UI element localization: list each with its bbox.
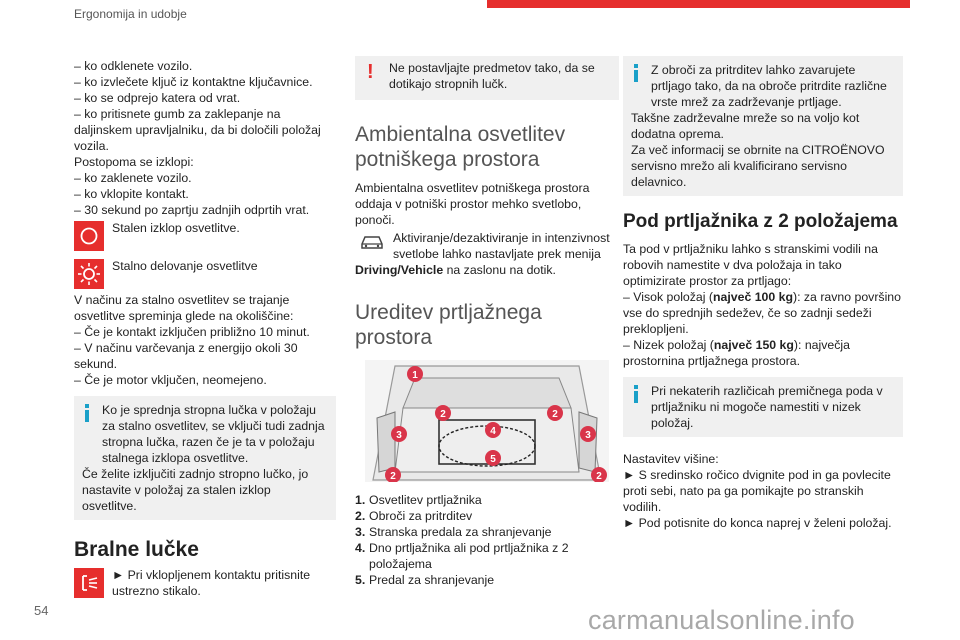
paragraph: Ambientalna osvetlitev potniškega prostora oddaja v potniški prostor mehko svetlobo, ponoči. [355, 181, 590, 227]
bold-span: največ 150 kg [713, 338, 794, 352]
callout-2: 2 [552, 409, 558, 420]
icon-label-text: Aktiviranje/dezaktiviranje in intenzivnost svetlobe lahko nastavljate prek menija [393, 231, 610, 261]
info-text: Ko je sprednja stropna lučka v položaju za stalno osvetlitev, se vključi tudi zadnja stropna lučka, razen če je ta v položaju stalnega izklopa osvetlitve. [102, 403, 325, 465]
callout-2: 2 [440, 409, 446, 420]
icon-label: Stalen izklop osvetlitve. [112, 221, 240, 235]
text-line: – ko vklopite kontakt. [74, 187, 189, 201]
legend-item [355, 540, 619, 572]
text-line: – Če je motor vključen, neomejeno. [74, 373, 267, 387]
info-text: Za več informacij se obrnite na CITROËNOVO servisno mrežo ali kvalificirano servisno delavnico. [631, 143, 885, 189]
callout-2: 2 [596, 471, 602, 482]
callout-3: 3 [585, 430, 591, 441]
text-line: – Če je kontakt izključen približno 10 minut. [74, 325, 310, 339]
warning-box [355, 56, 619, 100]
info-text: Pri nekaterih različicah premičnega poda v prtljažniku ni mogoče namestiti v nizek položaj. [651, 384, 883, 430]
column-2 [355, 56, 619, 588]
icon-row-off [74, 220, 336, 252]
legend-num: 5. [355, 573, 366, 587]
icon-row-on [74, 258, 336, 290]
page-number: 54 [34, 603, 49, 618]
section-heading: Ambientalna osvetlitev potniškega prostora [355, 123, 566, 171]
car-icon [359, 232, 385, 252]
info-icon [82, 404, 92, 422]
legend-num: 3. [355, 525, 366, 539]
menu-name: Driving/Vehicle [355, 263, 444, 277]
icon-label [355, 230, 619, 262]
reading-text: ► Pri vklopljenem kontaktu pritisnite ustrezno stikalo. [112, 568, 311, 598]
text-line: – V načinu varčevanja z energijo okoli 30 sekund. [74, 341, 298, 371]
callout-5: 5 [490, 454, 496, 465]
info-text: Z obroči za pritrditev lahko zavarujete prtljago tako, da na obroče pritrdite različne vrste mrež za zadrževanje prtljage. [651, 63, 887, 109]
section-heading: Ureditev prtljažnega prostora [355, 301, 542, 349]
column-1 [74, 58, 336, 599]
legend-text: Stranska predala za shranjevanje [369, 525, 552, 539]
info-icon [631, 385, 641, 403]
info-icon [631, 64, 641, 82]
callout-4: 4 [490, 426, 496, 437]
legend-num: 2. [355, 509, 366, 523]
warning-icon: ! [367, 61, 374, 83]
icon-label: Stalno delovanje osvetlitve [112, 259, 258, 273]
text-line: – ko zaklenete vozilo. [74, 171, 192, 185]
callout-1: 1 [412, 370, 418, 381]
reading-light-icon [74, 568, 104, 598]
icon-row-reading [74, 567, 336, 599]
text-line: V načinu za stalno osvetlitev se trajanje osvetlitve spreminja glede na okoliščine: [74, 293, 294, 323]
icon-row-car [355, 230, 619, 278]
legend-text: Osvetlitev prtljažnika [369, 493, 482, 507]
text-span: – Visok položaj ( [623, 290, 713, 304]
legend-item [355, 524, 619, 540]
section-heading: Bralne lučke [74, 538, 199, 561]
text-line: Postopoma se izklopi: [74, 155, 194, 169]
legend-text: Predal za shranjevanje [369, 573, 495, 587]
text-line: – 30 sekund po zaprtju zadnjih odprtih vrat. [74, 203, 310, 217]
legend-num: 1. [355, 493, 366, 507]
paragraph: Ta pod v prtljažniku lahko s stranskimi vodili na robovih namestite v dva položaja in tako optimizirate prostor za prtljago: [623, 242, 878, 288]
bold-span: največ 100 kg [713, 290, 793, 304]
paragraph: ► Pod potisnite do konca naprej v želeni položaj. [623, 516, 892, 530]
text-span: ): največja prostornina prtljažnega prostora. [623, 338, 850, 368]
info-text: Takšne zadrževalne mreže so na voljo kot dodatna oprema. [631, 111, 860, 141]
text-span: ): za ravno površino vse do sprednjih sedežev, če so zadnji sedeži preklopljeni. [623, 290, 901, 336]
legend-item [355, 508, 619, 524]
callout-3: 3 [396, 430, 402, 441]
section-heading: Pod prtljažnika z 2 položajema [623, 211, 898, 232]
paragraph: ► S sredinsko ročico dvignite pod in ga povlecite proti sebi, nato pa ga pomikajte po stranskih vodilih. [623, 468, 891, 514]
header-accent-bar [487, 0, 910, 8]
text-line: – ko izvlečete ključ iz kontaktne ključavnice. [74, 75, 313, 89]
info-box [74, 396, 336, 520]
legend-text: Obroči za pritrditev [369, 509, 473, 523]
legend-item [355, 572, 619, 588]
text-line: – ko odklenete vozilo. [74, 59, 193, 73]
paragraph [623, 337, 903, 369]
icon-label-tail: na zaslonu na dotik. [443, 263, 556, 277]
text-line: – ko se odprejo katera od vrat. [74, 91, 241, 105]
legend-text: Dno prtljažnika ali pod prtljažnika z 2 položajema [369, 541, 569, 571]
info-text: Če želite izključiti zadnjo stropno lučko, jo nastavite v položaj za stalen izklop osvetlitve. [82, 467, 309, 513]
warning-text: Ne postavljajte predmetov tako, da se dotikajo stropnih lučk. [389, 61, 595, 91]
running-header: Ergonomija in udobje [74, 7, 187, 21]
text-line: – ko pritisnete gumb za zaklepanje na daljinskem upravljalniku, da bi določili položaj vozila. [74, 107, 321, 153]
info-box [623, 377, 903, 437]
trunk-illustration [365, 360, 609, 482]
paragraph: Nastavitev višine: [623, 452, 719, 466]
light-off-icon [74, 221, 104, 251]
light-on-icon [74, 259, 104, 289]
paragraph [623, 289, 903, 337]
text-span: – Nizek položaj ( [623, 338, 714, 352]
legend-num: 4. [355, 541, 366, 555]
info-box [623, 56, 903, 196]
callout-2: 2 [390, 471, 396, 482]
column-3 [623, 56, 903, 531]
legend-list [355, 492, 619, 588]
legend-item [355, 492, 619, 508]
watermark: carmanualsonline.info [588, 605, 855, 635]
